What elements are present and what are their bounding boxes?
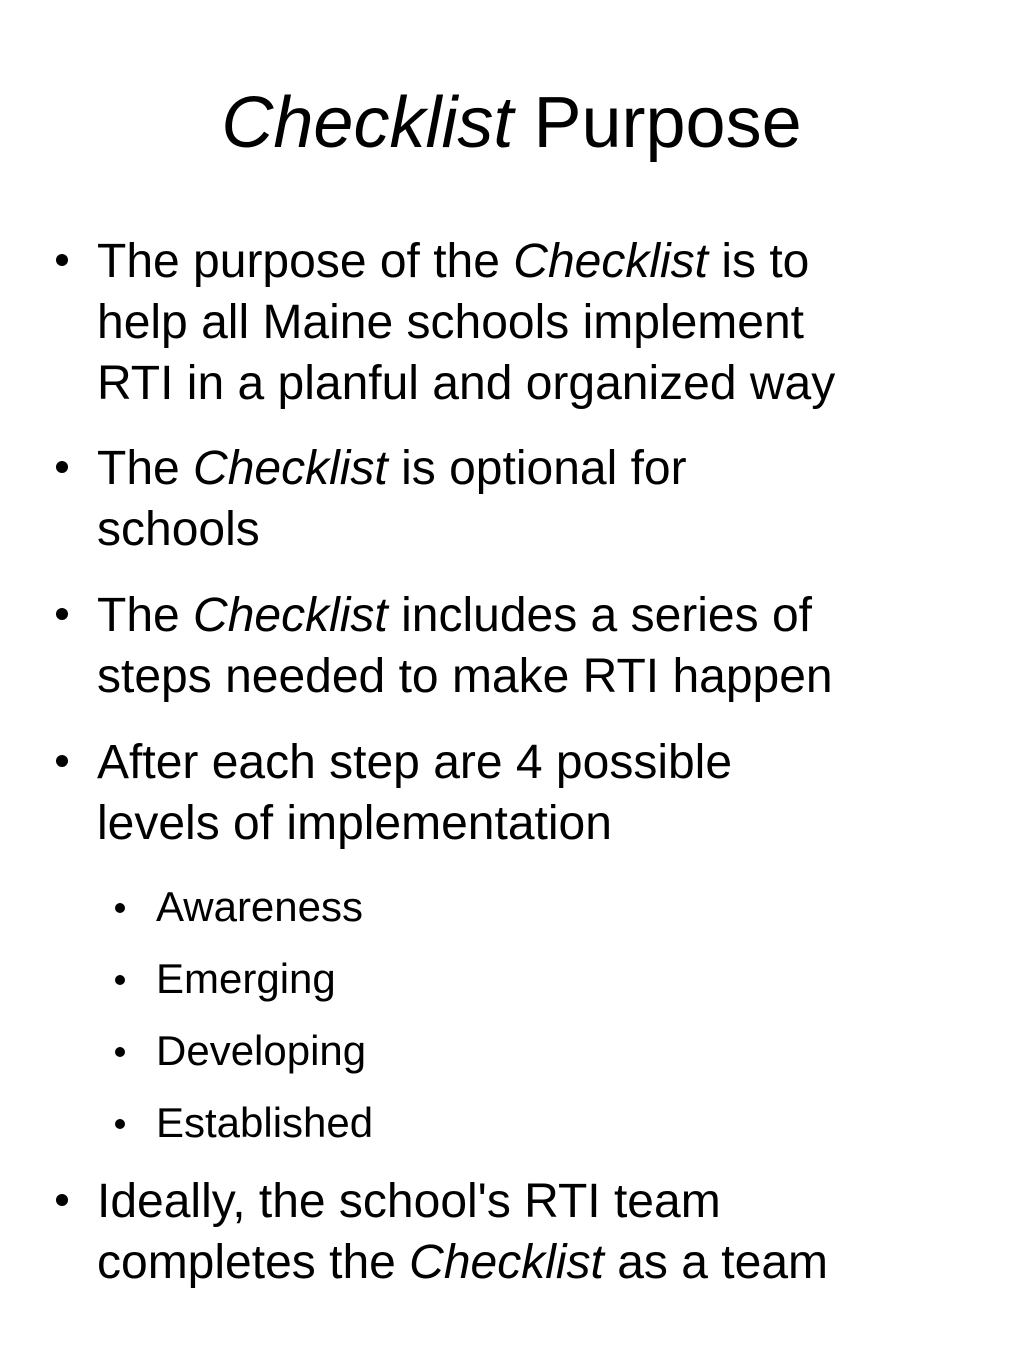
sub-item-label: Awareness: [156, 883, 364, 930]
bullet-item: [97, 438, 967, 560]
bullet-emphasis: Checklist: [193, 442, 388, 495]
bullet-item: [97, 1171, 967, 1293]
bullet-text: includes a series of: [387, 589, 812, 642]
bullet-line: [97, 499, 967, 560]
bullet-text: is optional for: [387, 442, 687, 495]
bullet-dot-icon: [115, 903, 125, 913]
page-title: [0, 78, 1023, 168]
bullet-line: [97, 438, 967, 499]
bullet-text: levels of implementation: [97, 797, 612, 850]
bullet-text: The: [97, 589, 194, 642]
bullet-dot-icon: [56, 254, 68, 266]
bullet-text: The: [97, 442, 194, 495]
bullet-emphasis: Checklist: [513, 235, 708, 288]
bullet-item: [97, 732, 967, 854]
sub-item-developing: [156, 1024, 366, 1078]
bullet-item: [97, 585, 967, 707]
sub-item-label: Established: [156, 1099, 374, 1146]
bullet-text: schools: [97, 503, 260, 556]
bullet-text: After each step are 4 possible: [97, 736, 733, 789]
bullet-dot-icon: [115, 975, 125, 985]
bullet-line: [97, 793, 967, 854]
sub-item-established: [156, 1096, 373, 1150]
bullet-dot-icon: [56, 461, 68, 473]
bullet-text: help all Maine schools implement: [97, 296, 805, 349]
sub-item-label: Developing: [156, 1027, 367, 1074]
bullet-dot-icon: [56, 1194, 68, 1206]
sub-item-label: Emerging: [156, 955, 336, 1002]
bullet-emphasis: Checklist: [193, 589, 388, 642]
bullet-text: RTI in a planful and organized way: [97, 357, 836, 410]
bullet-line: [97, 732, 967, 793]
bullet-item: [97, 231, 967, 414]
bullet-dot-icon: [56, 608, 68, 620]
title-italic: Checklist: [221, 83, 514, 163]
bullet-text: as a team: [603, 1236, 828, 1289]
bullet-line: [97, 646, 967, 707]
bullet-line: [97, 1232, 967, 1293]
bullet-text: The purpose of the: [97, 235, 514, 288]
bullet-line: [97, 585, 967, 646]
bullet-line: [97, 1171, 967, 1232]
bullet-emphasis: Checklist: [409, 1236, 604, 1289]
bullet-line: [97, 353, 967, 414]
bullet-dot-icon: [56, 755, 68, 767]
bullet-text: Ideally, the school's RTI team: [97, 1175, 721, 1228]
sub-item-emerging: [156, 952, 336, 1006]
bullet-text: completes the: [97, 1236, 410, 1289]
title-rest: Purpose: [513, 83, 802, 163]
bullet-line: [97, 231, 967, 292]
sub-item-awareness: [156, 880, 363, 934]
bullet-dot-icon: [115, 1047, 125, 1057]
bullet-line: [97, 292, 967, 353]
bullet-text: is to: [708, 235, 810, 288]
bullet-text: steps needed to make RTI happen: [97, 650, 833, 703]
bullet-dot-icon: [115, 1119, 125, 1129]
